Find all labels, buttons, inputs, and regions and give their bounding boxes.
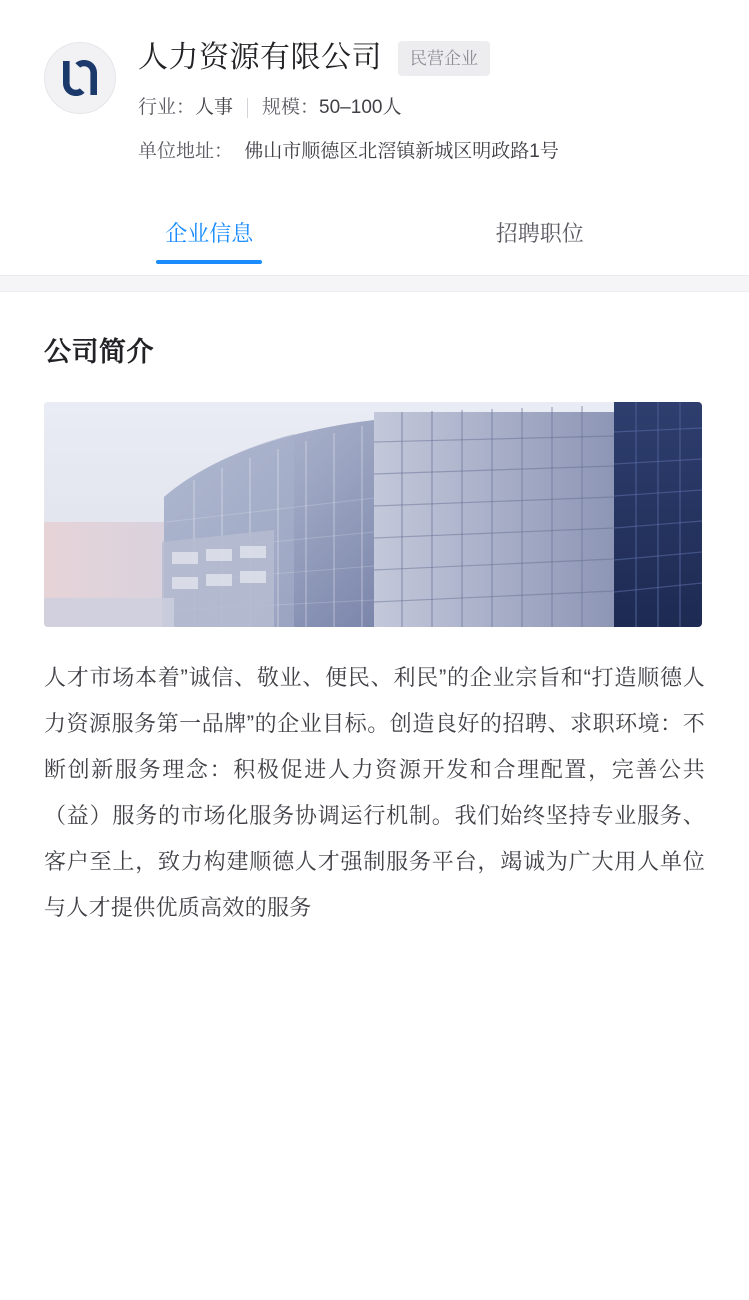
industry-label: 行业：	[138, 97, 196, 118]
address-value: 佛山市顺德区北滘镇新城区明政路1号	[244, 141, 559, 162]
company-name: 人力资源有限公司	[138, 41, 382, 74]
tab-job-positions-label: 招聘职位	[495, 220, 584, 246]
office-building-photo	[44, 402, 702, 627]
scale-label: 规模：	[262, 97, 320, 118]
company-logo-avatar	[44, 42, 116, 114]
industry-value: 人事	[195, 97, 234, 118]
tab-bar	[0, 192, 749, 276]
company-nature-badge: 民营企业	[398, 41, 490, 76]
company-intro-text: 人才市场本着”诚信、敬业、便民、利民”的企业宗旨和“打造顺德人力资源服务第一品牌”的企业目标。创造良好的招聘、求职环境：不断创新服务理念：积极促进人力资源开发和合理配置，完善公共（益）服务的市场化服务协调运行机制。我们始终坚持专业服务、客户至上，致力构建顺德人才强制服务平台，竭诚为广大用人单位与人才提供优质高效的服务	[44, 665, 705, 920]
company-title-row	[138, 38, 705, 78]
address-label: 单位地址：	[138, 141, 234, 162]
tab-company-info[interactable]	[44, 192, 375, 276]
tab-company-info-label: 企业信息	[165, 220, 254, 246]
company-intro-section	[0, 292, 749, 931]
tab-job-positions[interactable]	[375, 192, 706, 276]
section-divider	[0, 276, 749, 292]
company-logo-icon	[55, 53, 105, 103]
meta-divider	[247, 98, 248, 118]
company-address-row	[138, 138, 705, 166]
company-meta-row	[138, 94, 705, 122]
section-title: 公司简介	[44, 337, 154, 367]
company-header	[0, 0, 749, 192]
scale-value: 50–100人	[319, 97, 402, 118]
company-info	[138, 36, 705, 166]
